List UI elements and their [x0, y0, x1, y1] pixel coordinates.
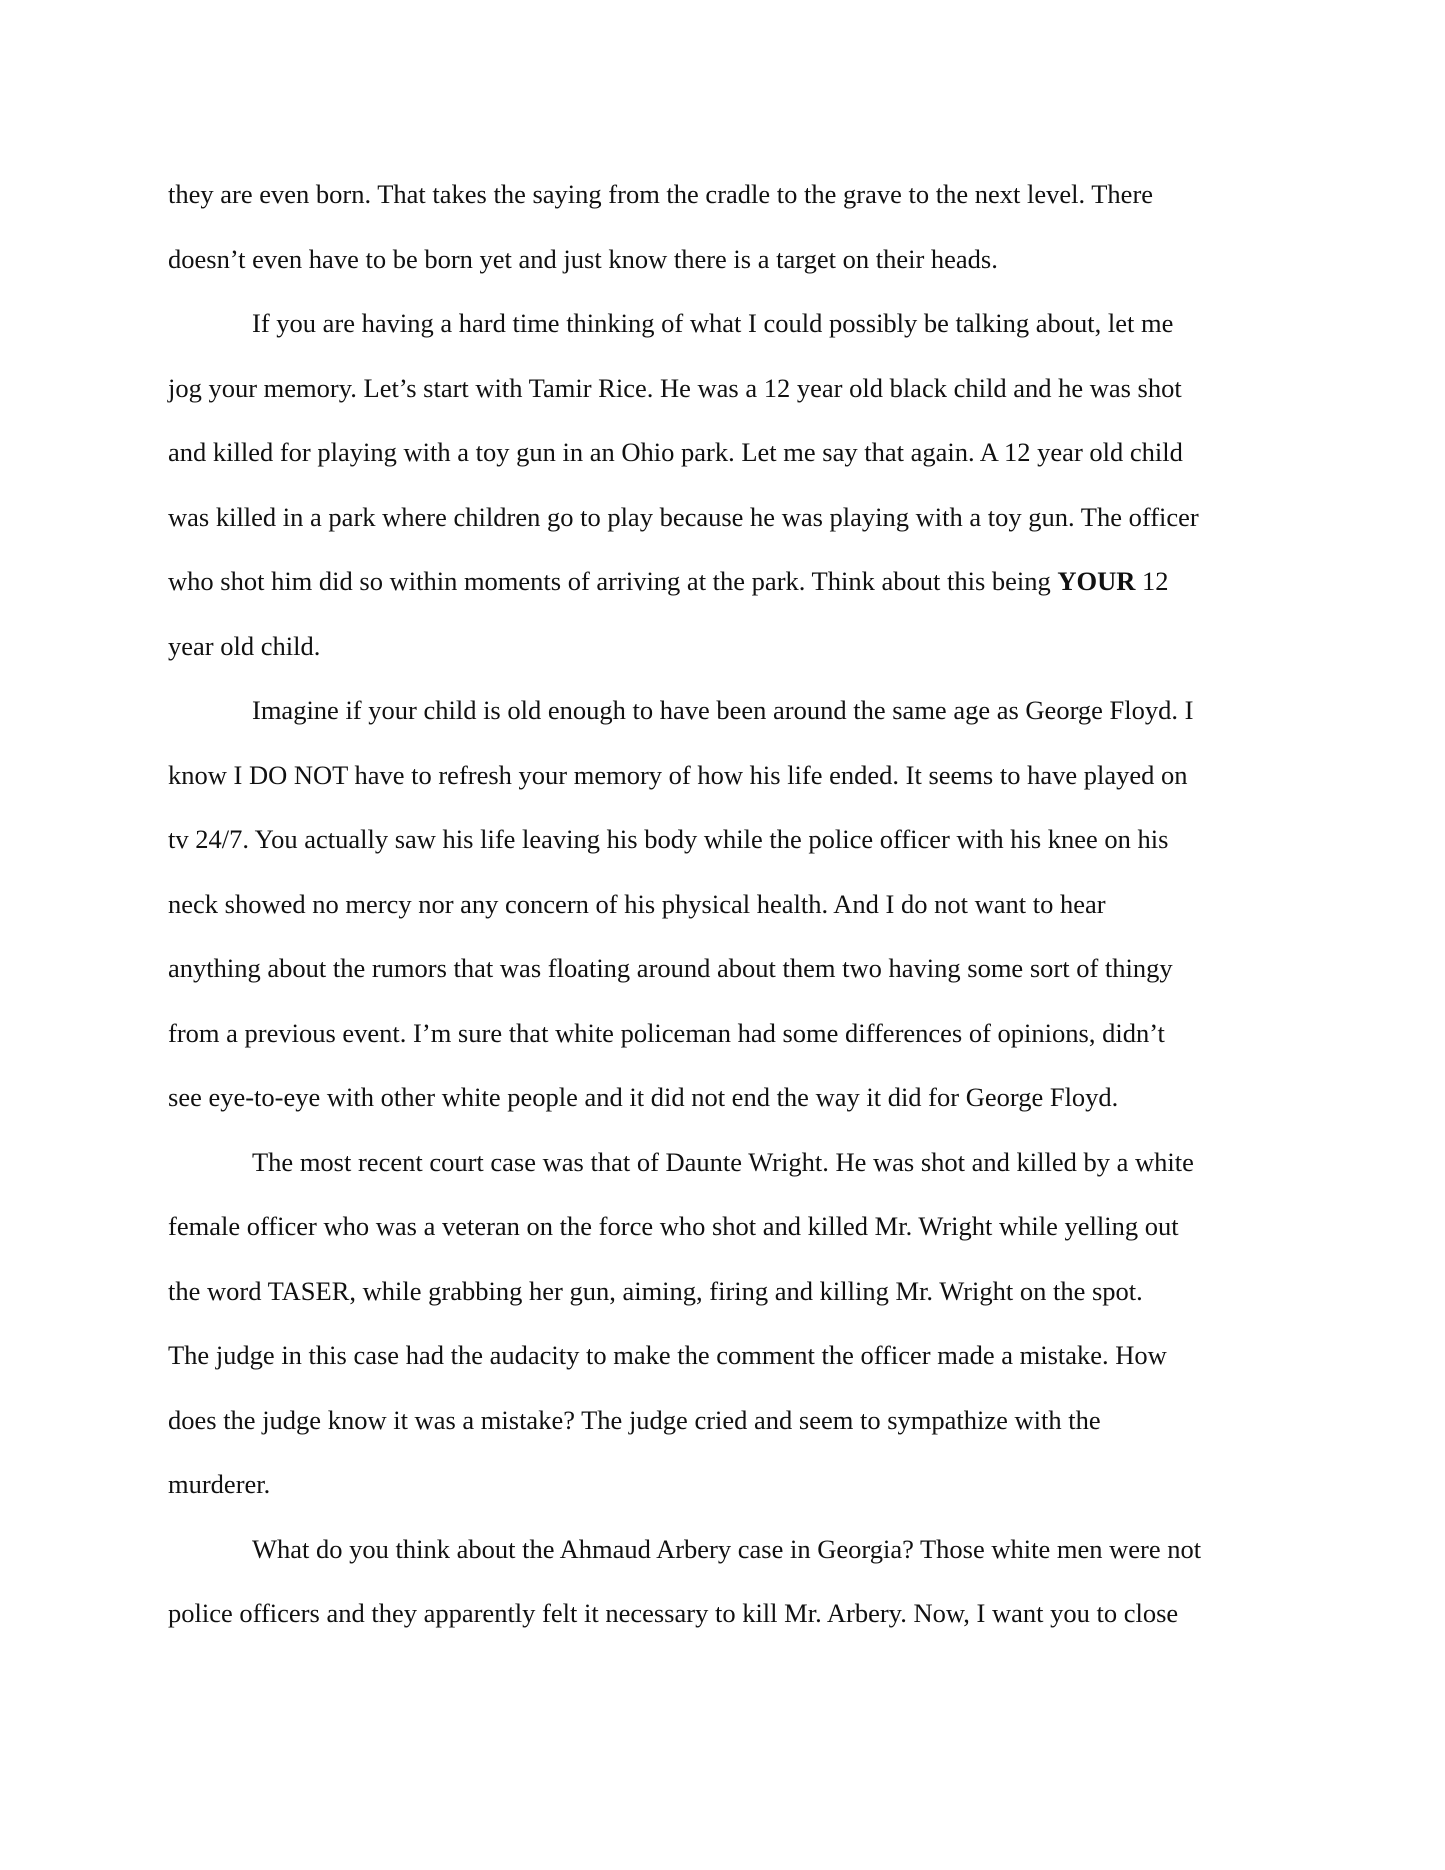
text-line: jog your memory. Let’s start with Tamir Rice. He was a 12 year old black child and he was shot	[168, 372, 1182, 403]
text-line: was killed in a park where children go to play because he was playing with a toy gun. The officer	[168, 501, 1199, 532]
text-segment: who shot him did so within moments of arriving at the park. Think about this being	[168, 566, 1058, 596]
paragraph-start-line: Imagine if your child is old enough to have been around the same age as George Floyd. I	[252, 695, 1194, 725]
text-line: see eye-to-eye with other white people and it did not end the way it did for George Floyd.	[168, 1082, 1119, 1112]
text-line: police officers and they apparently felt it necessary to kill Mr. Arbery. Now, I want you to close	[168, 1598, 1179, 1628]
text-line: tv 24/7. You actually saw his life leaving his body while the police officer with his knee on his	[168, 824, 1169, 854]
text-line: doesn’t even have to be born yet and just know there is a target on their heads.	[168, 243, 998, 274]
text-line: from a previous event. I’m sure that white policeman had some differences of opinions, didn’t	[168, 1017, 1165, 1048]
text-line: anything about the rumors that was floating around about them two having some sort of thingy	[168, 953, 1173, 983]
emphasis-text: YOUR	[1057, 566, 1136, 596]
text-line-with-emphasis	[168, 549, 1290, 614]
text-line: neck showed no mercy nor any concern of his physical health. And I do not want to hear	[168, 888, 1106, 919]
paragraph-start-line: The most recent court case was that of Daunte Wright. He was shot and killed by a white	[252, 1146, 1194, 1177]
paragraph-start-line: If you are having a hard time thinking of what I could possibly be talking about, let me	[252, 308, 1174, 338]
paragraph-start-line: What do you think about the Ahmaud Arbery case in Georgia? Those white men were not	[252, 1533, 1202, 1564]
text-line: the word TASER, while grabbing her gun, aiming, firing and killing Mr. Wright on the spot.	[168, 1275, 1143, 1306]
document-body	[168, 162, 1290, 1646]
text-segment: 12	[1135, 566, 1169, 596]
text-line: The judge in this case had the audacity to make the comment the officer made a mistake. How	[168, 1340, 1167, 1370]
text-line: female officer who was a veteran on the force who shot and killed Mr. Wright while yelling out	[168, 1211, 1179, 1241]
text-line: murderer.	[168, 1469, 271, 1499]
text-line: and killed for playing with a toy gun in an Ohio park. Let me say that again. A 12 year old child	[168, 437, 1183, 467]
text-line: know I DO NOT have to refresh your memory of how his life ended. It seems to have played on	[168, 759, 1188, 790]
text-line: year old child.	[168, 630, 321, 661]
text-line: does the judge know it was a mistake? The judge cried and seem to sympathize with the	[168, 1404, 1101, 1435]
text-line: they are even born. That takes the saying from the cradle to the grave to the next level. There	[168, 179, 1154, 209]
